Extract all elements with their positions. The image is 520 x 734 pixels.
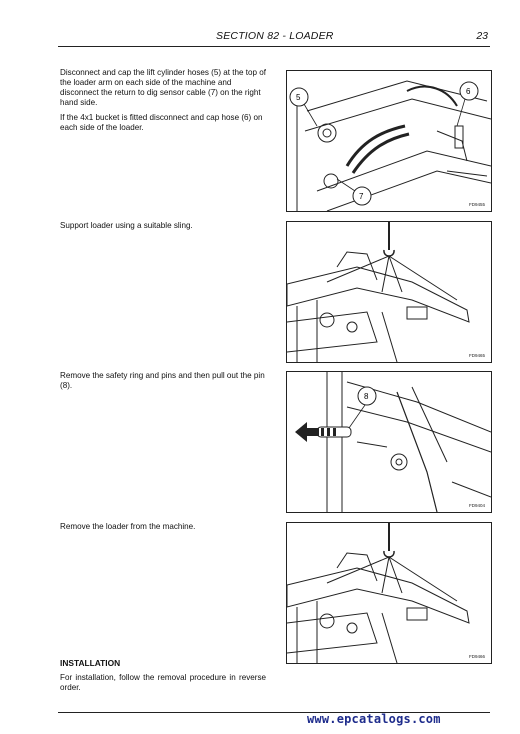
loader-illustration [287, 523, 491, 663]
step-3-paragraph-1: Remove the safety ring and pins and then pull out the pin (8). [60, 371, 265, 390]
step-1-text [60, 68, 270, 138]
page-number: 23 [476, 30, 488, 42]
figure-pin-removal [286, 371, 492, 513]
step-3-text [60, 371, 270, 396]
step-2-text [60, 221, 270, 236]
pin-illustration [287, 372, 491, 512]
callout-7-label: 7 [359, 192, 364, 201]
step-4-paragraph-1: Remove the loader from the machine. [60, 522, 196, 531]
figure-code: FD9404 [468, 503, 485, 508]
step-2-paragraph-1: Support loader using a suitable sling. [60, 221, 193, 230]
figure-hose-disconnect [286, 70, 492, 212]
figure-sling-support [286, 221, 492, 363]
step-1-paragraph-2: If the 4x1 bucket is fitted disconnect and cap hose (6) on each side of the loader. [60, 113, 263, 132]
page-header [58, 30, 490, 47]
callout-6-label: 6 [466, 87, 471, 96]
arrow-icon [295, 422, 336, 442]
figure-loader-removal [286, 522, 492, 664]
step-1-paragraph-1: Disconnect and cap the lift cylinder hoses (5) at the top of the loader arm on each side of the machine and disconnect the return to dig sensor cable (7) on the right hand side. [60, 68, 267, 107]
callout-8-label: 8 [364, 392, 369, 401]
figure-code: FD9466 [468, 654, 485, 659]
step-4-text [60, 522, 270, 537]
figure-code: FD9455 [468, 202, 485, 207]
section-title: SECTION 82 - LOADER [216, 30, 334, 42]
hose-illustration [287, 71, 491, 211]
figure-code: FD9465 [468, 353, 485, 358]
installation-text: For installation, follow the removal procedure in reverse order. [60, 673, 266, 692]
installation-heading: INSTALLATION [60, 658, 121, 668]
callout-5-label: 5 [296, 93, 301, 102]
sling-illustration [287, 222, 491, 362]
footer-url-link[interactable]: www.epcatalogs.com [307, 712, 441, 726]
